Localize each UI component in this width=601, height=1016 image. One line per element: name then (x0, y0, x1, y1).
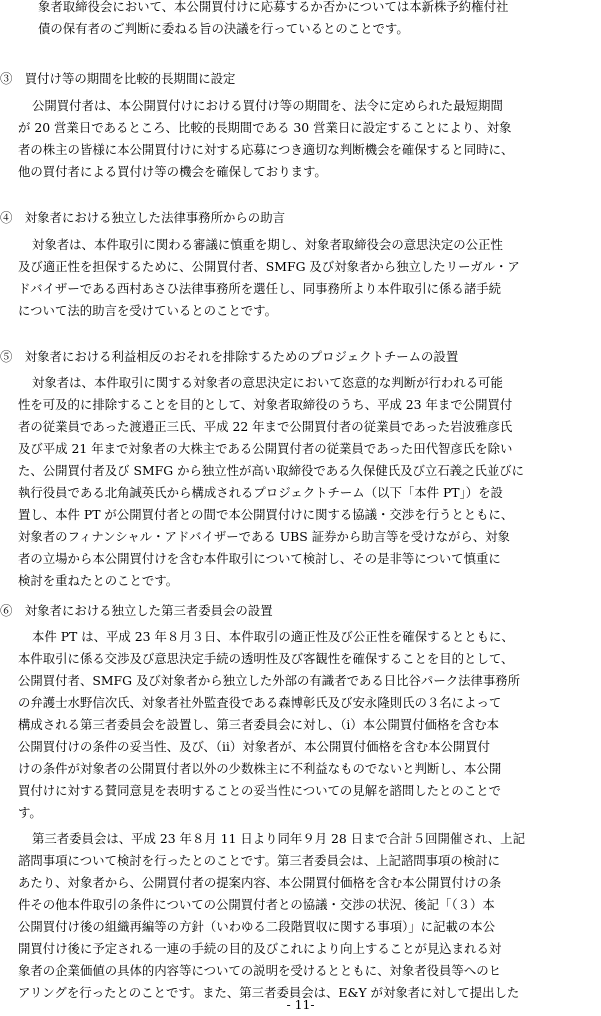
section-heading: ⑥ 対象者における独立した第三者委員会の設置 (0, 603, 273, 618)
text-line: 構成される第三者委員会を設置し、第三者委員会に対し、（i）本公開買付価格を含む本 (18, 717, 499, 732)
text-line: 対象者は、本件取引に関わる審議に慎重を期し、対象者取締役会の意思決定の公正性 (32, 237, 503, 252)
text-line: 第三者委員会は、平成 23 年８月 11 日より同年９月 28 日まで合計５回開催され、上記 (32, 831, 525, 846)
text-line: について法的助言を受けているとのことです。 (18, 303, 277, 318)
text-line: 公開買付者は、本公開買付けにおける買付け等の期間を、法令に定められた最短期間 (32, 98, 503, 113)
text-line: 開買付け後に予定される一連の手続の目的及びこれにより向上することが見込まれる対 (18, 941, 502, 956)
text-line: ドバイザーである西村あさひ法律事務所を選任し、同事務所より本件取引に係る諸手続 (18, 281, 501, 296)
text-line: 買付けに対する賛同意見を表明することの妥当性についての見解を諮問したとのことで (18, 783, 501, 798)
section-heading: ④ 対象者における独立した法律事務所からの助言 (0, 210, 285, 225)
text-line: 対象者は、本件取引に関する対象者の意思決定において恣意的な判断が行われる可能 (32, 375, 503, 390)
text-line: 本件 PT は、平成 23 年８月３日、本件取引の適正性及び公正性を確保するとともに、 (32, 629, 514, 644)
text-line: 公開買付者、SMFG 及び対象者から独立した外部の有識者である日比谷パーク法律事務所 (18, 673, 521, 688)
text-line: た、公開買付者及び SMFG から独立性が高い取締役である久保健氏及び立石義之氏並びに (18, 463, 525, 478)
text-line: す。 (18, 805, 42, 820)
page-number: - 11- (286, 997, 315, 1012)
text-line: 公開買付けの条件の妥当性、及び、（ii）対象者が、本公開買付価格を含む本公開買付 (18, 739, 491, 754)
text-line: 及び適正性を担保するために、公開買付者、SMFG 及び対象者から独立したリーガル・ア (18, 259, 520, 274)
section-heading: ⑤ 対象者における利益相反のおそれを排除するためのプロジェクトチームの設置 (0, 349, 459, 364)
text-line: 性を可及的に排除することを目的として、対象者取締役のうち、平成 23 年まで公開買付 (18, 397, 513, 412)
text-line: 象者の企業価値の具体的内容等についての説明を受けるとともに、対象者役員等へのヒ (18, 963, 501, 978)
text-line: 債の保有者のご判断に委ねる旨の決議を行っているとのことです。 (38, 21, 409, 36)
text-line: 者の立場から本公開買付けを含む本件取引について検討し、その是非等について慎重に (18, 551, 501, 566)
text-line: 者の株主の皆様に本公開買付けに対する応募につき適切な判断機会を確保すると同時に、 (18, 142, 514, 157)
text-line: が 20 営業日であるところ、比較的長期間である 30 営業日に設定することにより、対象 (18, 120, 512, 135)
text-line: 検討を重ねたとのことです。 (18, 573, 179, 588)
section-heading: ③ 買付け等の期間を比較的長期間に設定 (0, 71, 236, 86)
text-line: 対象者のフィナンシャル・アドバイザーである UBS 証券から助言等を受けながら、対象 (18, 529, 510, 544)
text-line: の弁護士水野信次氏、対象者社外監査役である森博彰氏及び安永隆則氏の３名によって (18, 695, 502, 710)
text-line: 件その他本件取引の条件についての公開買付者との協議・交渉の状況、後記「（３）本 (18, 897, 495, 912)
text-line: けの条件が対象者の公開買付者以外の少数株主に不利益なものでないと判断し、本公開 (18, 761, 502, 776)
text-line: 及び平成 21 年まで対象者の大株主である公開買付者の従業員であった田代智彦氏を除い (18, 441, 513, 456)
text-line: あたり、対象者から、公開買付者の提案内容、本公開買付価格を含む本公開買付けの条 (18, 875, 502, 890)
text-line: 本件取引に係る交渉及び意思決定手続の透明性及び客観性を確保することを目的として、 (18, 651, 514, 666)
text-line: 他の買付者による買付け等の機会を確保しております。 (18, 164, 327, 179)
text-line: 置し、本件 PT が公開買付者との間で本公開買付けに関する協議・交渉を行うとともに、 (18, 507, 514, 522)
text-line: 公開買付け後の組織再編等の方針（いわゆる二段階買収に関する事項）」に記載の本公 (18, 919, 496, 934)
text-line: 者の従業員であった渡邉正三氏、平成 22 年まで公開買付者の従業員であった岩波雅彦氏 (18, 419, 513, 434)
text-line: 諮問事項について検討を行ったとのことです。第三者委員会は、上記諮問事項の検討に (18, 853, 500, 868)
text-line: アリングを行ったとのことです。また、第三者委員会は、E&Y が対象者に対して提出した (18, 985, 520, 1000)
text-line: 執行役員である北角誠英氏から構成されるプロジェクトチーム（以下「本件 PT」）を設 (18, 485, 503, 500)
text-line: 象者取締役会において、本公開買付けに応募するか否かについては本新株予約権付社 (38, 0, 509, 14)
